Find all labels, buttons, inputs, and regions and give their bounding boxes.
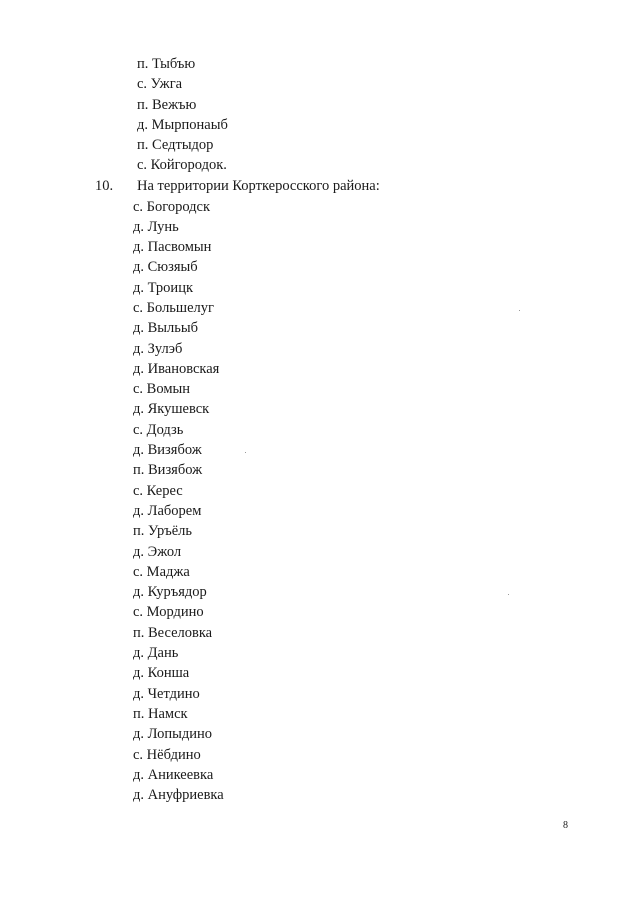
list-item: с. Додзь [133, 421, 184, 438]
settlement-list-kortkeros [133, 197, 224, 806]
list-item: д. Лаборем [133, 502, 202, 519]
list-item: д. Ивановская [133, 360, 220, 377]
list-item: с. Нёбдино [133, 746, 201, 763]
list-item: п. Уръёль [133, 523, 193, 540]
section-heading [95, 176, 380, 196]
list-item: д. Пасвомын [133, 239, 212, 256]
list-item: д. Эжол [133, 543, 182, 560]
list-item: с. Маджа [133, 563, 190, 580]
list-item: д. Мырпонаыб [137, 116, 228, 133]
list-item: д. Троицк [133, 279, 193, 296]
list-item: д. Сюзяыб [133, 259, 198, 276]
list-item: д. Выльыб [133, 320, 199, 337]
list-item: д. Якушевск [133, 401, 210, 418]
list-item: с. Ужга [137, 76, 183, 93]
section-number: 10. [95, 178, 114, 194]
list-item: с. Керес [133, 482, 183, 499]
list-item: д. Ануфриевка [133, 787, 224, 804]
list-item: с. Койгородок. [137, 157, 227, 174]
list-item: д. Куръядор [133, 584, 207, 601]
list-item: д. Лопыдино [133, 726, 212, 743]
list-item: п. Вежъю [137, 96, 197, 113]
list-item: п. Визябож [133, 462, 203, 479]
page-number: 8 [563, 820, 568, 831]
list-item: с. Богородск [133, 198, 211, 215]
list-item: д. Зулэб [133, 340, 183, 357]
section-title: На территории Корткеросского района: [137, 178, 380, 194]
list-item: д. Визябож [133, 442, 202, 459]
list-item: д. Лунь [133, 218, 179, 235]
list-item: с. Вомын [133, 381, 191, 398]
scan-speck [508, 594, 509, 595]
list-item: д. Аникеевка [133, 766, 214, 783]
list-item: с. Большелуг [133, 299, 214, 316]
list-item: с. Мордино [133, 604, 204, 621]
scan-speck [519, 310, 520, 311]
list-item: д. Четдино [133, 685, 200, 702]
list-item: п. Тыбъю [137, 56, 196, 72]
list-item: п. Седтыдор [137, 137, 214, 154]
list-item: п. Веселовка [133, 624, 213, 641]
settlement-list-continued [137, 54, 228, 176]
list-item: д. Дань [133, 645, 179, 662]
scan-speck [245, 452, 246, 453]
list-item: д. Конша [133, 665, 190, 682]
list-item: п. Намск [133, 705, 188, 722]
